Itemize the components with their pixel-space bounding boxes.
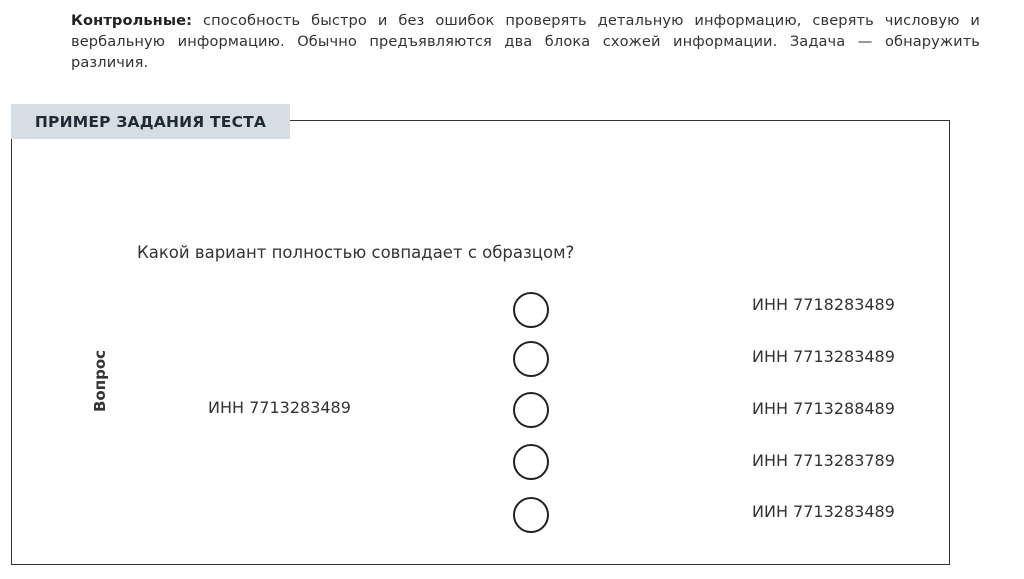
option-radio-5[interactable] [513,497,549,533]
intro-bold-term: Контрольные: [71,12,193,29]
option-label-1: ИНН 7718283489 [752,295,895,314]
question-side-label: Вопрос [91,349,109,413]
test-example-frame [11,120,950,565]
option-radio-4[interactable] [513,444,549,480]
option-label-2: ИНН 7713283489 [752,347,895,366]
option-radio-2[interactable] [513,341,549,377]
question-text: Какой вариант полностью совпадает с образцом? [137,243,575,262]
intro-paragraph [71,10,980,73]
sample-value: ИНН 7713283489 [208,398,351,417]
option-radio-3[interactable] [513,392,549,428]
option-radio-1[interactable] [513,292,549,328]
intro-text: способность быстро и без ошибок проверять детальную информацию, сверять числовую и вербальную информацию. Обычно предъявляются два блока схожей информации. Задача — обнаружить различия. [71,12,980,71]
test-example-tag: ПРИМЕР ЗАДАНИЯ ТЕСТА [11,104,290,139]
option-label-4: ИНН 7713283789 [752,451,895,470]
option-label-3: ИНН 7713288489 [752,399,895,418]
option-label-5: ИИН 7713283489 [752,502,895,521]
